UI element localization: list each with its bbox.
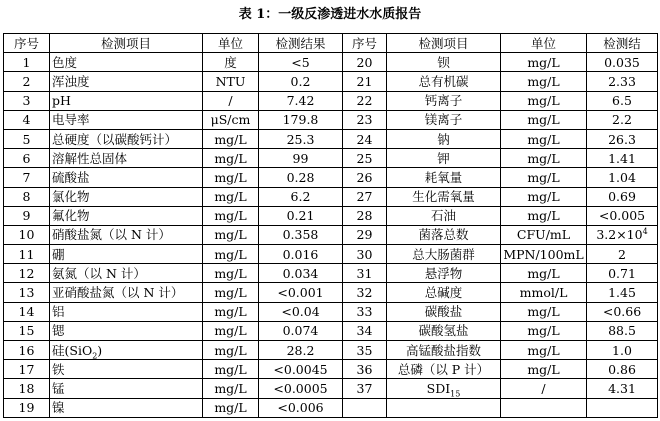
result-right: 2: [587, 245, 658, 264]
item-name-left: 亚硝酸盐氮（以 N 计）: [50, 283, 203, 302]
row-number-left: 2: [4, 72, 50, 91]
row-number-right: 25: [343, 149, 387, 168]
result-right: [587, 398, 658, 417]
result-left: 0.016: [259, 245, 343, 264]
item-name-left: 锶: [50, 321, 203, 340]
result-left: 0.2: [259, 72, 343, 91]
unit-right: mg/L: [501, 72, 587, 91]
row-number-left: 16: [4, 341, 50, 360]
item-name-right: 总碱度: [387, 283, 501, 302]
result-left: 0.034: [259, 264, 343, 283]
item-name-left: pH: [50, 91, 203, 110]
item-name-right: [387, 398, 501, 417]
unit-right: mg/L: [501, 360, 587, 379]
result-right: 1.0: [587, 341, 658, 360]
item-name-left: 氟化物: [50, 206, 203, 225]
item-name-right: 耗氧量: [387, 168, 501, 187]
result-right: 1.41: [587, 149, 658, 168]
row-number-left: 3: [4, 91, 50, 110]
result-left: 0.358: [259, 225, 343, 244]
unit-right: mg/L: [501, 129, 587, 148]
header-no-right: 序号: [343, 34, 387, 53]
unit-left: mg/L: [203, 264, 259, 283]
item-name-right: 钡: [387, 53, 501, 72]
item-name-left: 溶解性总固体: [50, 149, 203, 168]
result-left: <0.04: [259, 302, 343, 321]
item-name-right: 总大肠菌群: [387, 245, 501, 264]
unit-left: mg/L: [203, 206, 259, 225]
header-result-left: 检测结果: [259, 34, 343, 53]
unit-right: mg/L: [501, 264, 587, 283]
row-number-right: 20: [343, 53, 387, 72]
unit-left: mg/L: [203, 379, 259, 398]
row-number-right: 30: [343, 245, 387, 264]
item-name-right: 生化需氧量: [387, 187, 501, 206]
row-number-right: 33: [343, 302, 387, 321]
item-name-right: 碳酸盐: [387, 302, 501, 321]
result-right: 2.33: [587, 72, 658, 91]
item-name-right: [387, 379, 501, 398]
table-row: [4, 302, 658, 321]
result-right: <0.005: [587, 206, 658, 225]
item-name-right: 石油: [387, 206, 501, 225]
unit-right: mg/L: [501, 149, 587, 168]
row-number-right: 37: [343, 379, 387, 398]
unit-left: /: [203, 91, 259, 110]
row-number-left: 8: [4, 187, 50, 206]
unit-left: NTU: [203, 72, 259, 91]
table-row: [4, 398, 658, 417]
row-number-left: 1: [4, 53, 50, 72]
row-number-left: 7: [4, 168, 50, 187]
row-number-left: 19: [4, 398, 50, 417]
unit-right: mg/L: [501, 53, 587, 72]
result-left: 0.074: [259, 321, 343, 340]
unit-right: mg/L: [501, 321, 587, 340]
item-name-left: 总硬度（以碳酸钙计）: [50, 129, 203, 148]
unit-left: mg/L: [203, 321, 259, 340]
result-right: 0.035: [587, 53, 658, 72]
row-number-right: 31: [343, 264, 387, 283]
row-number-right: 35: [343, 341, 387, 360]
unit-left: mg/L: [203, 360, 259, 379]
row-number-left: 17: [4, 360, 50, 379]
item-name-right: 总有机碳: [387, 72, 501, 91]
row-number-right: 28: [343, 206, 387, 225]
row-number-right: 27: [343, 187, 387, 206]
table-row: [4, 360, 658, 379]
item-name-base: 硅(SiO: [52, 342, 93, 358]
unit-right: mg/L: [501, 302, 587, 321]
result-right: 1.45: [587, 283, 658, 302]
item-name-right: 总磷（以 P 计）: [387, 360, 501, 379]
item-name-right: 钙离子: [387, 91, 501, 110]
item-name-left: 氯化物: [50, 187, 203, 206]
row-number-right: 26: [343, 168, 387, 187]
result-right: 2.2: [587, 110, 658, 129]
table-row: [4, 379, 658, 398]
unit-left: mg/L: [203, 168, 259, 187]
result-left: <5: [259, 53, 343, 72]
unit-left: mg/L: [203, 302, 259, 321]
item-name-left: 氨氮（以 N 计）: [50, 264, 203, 283]
row-number-right: 29: [343, 225, 387, 244]
header-unit-left: 单位: [203, 34, 259, 53]
header-item-right: 检测项目: [387, 34, 501, 53]
result-left: 99: [259, 149, 343, 168]
row-number-left: 10: [4, 225, 50, 244]
result-left: 179.8: [259, 110, 343, 129]
result-right: 0.71: [587, 264, 658, 283]
unit-right: CFU/mL: [501, 225, 587, 244]
item-name-right: 悬浮物: [387, 264, 501, 283]
unit-left: mg/L: [203, 225, 259, 244]
row-number-left: 11: [4, 245, 50, 264]
row-number-left: 13: [4, 283, 50, 302]
result-left: <0.001: [259, 283, 343, 302]
header-unit-right: 单位: [501, 34, 587, 53]
result-right: [587, 225, 658, 244]
header-item-left: 检测项目: [50, 34, 203, 53]
result-left: 0.21: [259, 206, 343, 225]
table-row: [4, 245, 658, 264]
item-name-left: 色度: [50, 53, 203, 72]
row-number-left: 4: [4, 110, 50, 129]
row-number-right: 21: [343, 72, 387, 91]
item-name-right: 钠: [387, 129, 501, 148]
unit-right: mg/L: [501, 168, 587, 187]
result-right: 0.69: [587, 187, 658, 206]
table-row: [4, 91, 658, 110]
row-number-left: 18: [4, 379, 50, 398]
result-left: 25.3: [259, 129, 343, 148]
unit-right: [501, 398, 587, 417]
table-row: [4, 264, 658, 283]
item-name-end: ): [97, 342, 103, 358]
table-row: [4, 341, 658, 360]
result-right: 6.5: [587, 91, 658, 110]
result-right: 26.3: [587, 129, 658, 148]
result-right: 0.86: [587, 360, 658, 379]
result-left: 7.42: [259, 91, 343, 110]
result-left: 28.2: [259, 341, 343, 360]
row-number-left: 6: [4, 149, 50, 168]
item-name-left: 电导率: [50, 110, 203, 129]
row-number-right: 32: [343, 283, 387, 302]
table-row: [4, 225, 658, 244]
result-left: 6.2: [259, 187, 343, 206]
unit-left: mg/L: [203, 245, 259, 264]
item-name-right: 镁离子: [387, 110, 501, 129]
unit-right: mg/L: [501, 110, 587, 129]
unit-right: MPN/100mL: [501, 245, 587, 264]
unit-left: mg/L: [203, 341, 259, 360]
table-row: [4, 53, 658, 72]
row-number-left: 9: [4, 206, 50, 225]
table-row: [4, 187, 658, 206]
item-name-subscript: 2: [92, 351, 98, 360]
unit-right: mg/L: [501, 187, 587, 206]
item-name-right: 菌落总数: [387, 225, 501, 244]
result-left: 0.28: [259, 168, 343, 187]
item-name-left: 硼: [50, 245, 203, 264]
table-row: [4, 149, 658, 168]
row-number-right: [343, 398, 387, 417]
unit-left: mg/L: [203, 149, 259, 168]
result-right: <0.66: [587, 302, 658, 321]
row-number-right: 36: [343, 360, 387, 379]
row-number-left: 5: [4, 129, 50, 148]
water-quality-table: [3, 33, 658, 418]
table-row: [4, 321, 658, 340]
row-number-right: 22: [343, 91, 387, 110]
row-number-left: 12: [4, 264, 50, 283]
item-name-subscript: 15: [450, 389, 461, 399]
unit-right: /: [501, 379, 587, 398]
result-left: <0.0005: [259, 379, 343, 398]
result-base: 3.2×10: [596, 227, 643, 243]
row-number-right: 23: [343, 110, 387, 129]
table-row: [4, 206, 658, 225]
unit-left: mg/L: [203, 129, 259, 148]
header-no-left: 序号: [4, 34, 50, 53]
result-right: 1.04: [587, 168, 658, 187]
item-name-left: 镍: [50, 398, 203, 417]
unit-left: mg/L: [203, 187, 259, 206]
header-result-right: 检测结: [587, 34, 658, 53]
item-name-left: 铁: [50, 360, 203, 379]
item-name-left: 浑浊度: [50, 72, 203, 91]
unit-left: μS/cm: [203, 110, 259, 129]
table-row: [4, 283, 658, 302]
header-row: [4, 34, 658, 53]
table-row: [4, 129, 658, 148]
item-name-left: [50, 341, 203, 360]
result-right: 4.31: [587, 379, 658, 398]
result-left: <0.0045: [259, 360, 343, 379]
table-row: [4, 110, 658, 129]
result-left: <0.006: [259, 398, 343, 417]
item-name-left: 硫酸盐: [50, 168, 203, 187]
table-row: [4, 168, 658, 187]
unit-right: mg/L: [501, 341, 587, 360]
item-name-left: 锰: [50, 379, 203, 398]
row-number-right: 34: [343, 321, 387, 340]
unit-right: mg/L: [501, 206, 587, 225]
item-name-right: 钾: [387, 149, 501, 168]
item-name-right: 高锰酸盐指数: [387, 341, 501, 360]
table-row: [4, 72, 658, 91]
unit-left: mg/L: [203, 398, 259, 417]
item-name-left: 铝: [50, 302, 203, 321]
unit-right: mg/L: [501, 91, 587, 110]
row-number-left: 15: [4, 321, 50, 340]
unit-left: mg/L: [203, 283, 259, 302]
result-right: 88.5: [587, 321, 658, 340]
item-name-base: SDI: [426, 380, 451, 396]
row-number-left: 14: [4, 302, 50, 321]
table-caption: 表 1：一级反渗透进水水质报告: [238, 7, 422, 22]
unit-right: mmol/L: [501, 283, 587, 302]
unit-left: 度: [203, 53, 259, 72]
row-number-right: 24: [343, 129, 387, 148]
item-name-right: 碳酸氢盐: [387, 321, 501, 340]
item-name-left: 硝酸盐氮（以 N 计）: [50, 225, 203, 244]
result-superscript: 4: [642, 227, 648, 237]
